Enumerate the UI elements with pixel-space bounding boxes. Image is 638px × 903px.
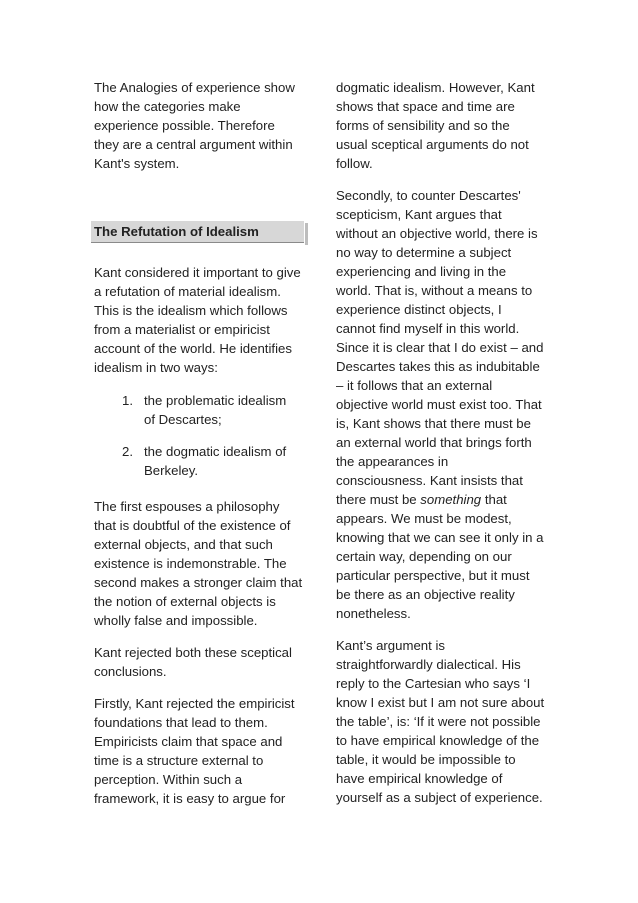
text-line: how the categories make — [94, 99, 241, 114]
text-line: yourself as a subject of experience. — [336, 790, 543, 805]
text-line: account of the world. He identifies — [94, 341, 292, 356]
text-line: Kant rejected both these sceptical — [94, 645, 292, 660]
text-line: without an objective world, there is — [336, 226, 538, 241]
text-line: shows that space and time are — [336, 99, 515, 114]
text-line: the appearances in — [336, 454, 449, 469]
text-line: the notion of external objects is — [94, 594, 276, 609]
text-line: dogmatic idealism. However, Kant — [336, 80, 535, 95]
text-line: Since it is clear that I do exist – and — [336, 340, 544, 355]
text-line: the problematic idealism — [144, 393, 287, 408]
text-line: existence is indemonstrable. The — [94, 556, 287, 571]
text-segment: there must be — [336, 492, 421, 507]
list-item — [94, 442, 309, 480]
text-line: Kant’s argument is — [336, 638, 445, 653]
text-line: – it follows that an external — [336, 378, 493, 393]
text-line: The Analogies of experience show — [94, 80, 295, 95]
paragraph — [336, 636, 551, 807]
text-line: perception. Within such a — [94, 772, 243, 787]
text-line: the dogmatic idealism of — [144, 444, 287, 459]
text-line: table, it would be impossible to — [336, 752, 516, 767]
text-line: idealism in two ways: — [94, 360, 218, 375]
paragraph — [336, 186, 551, 623]
text-line: Berkeley. — [144, 463, 198, 478]
text-line: that is doubtful of the existence of — [94, 518, 291, 533]
intro-paragraph — [94, 78, 309, 173]
text-line: Kant's system. — [94, 156, 180, 171]
section-heading: The Refutation of Idealism — [91, 221, 304, 243]
list-number: 2. — [122, 444, 133, 459]
text-line: Empiricists claim that space and — [94, 734, 283, 749]
text-line: have empirical knowledge of — [336, 771, 503, 786]
text-line: experience distinct objects, I — [336, 302, 502, 317]
text-line: Secondly, to counter Descartes' — [336, 188, 521, 203]
paragraph — [94, 694, 309, 808]
text-line: experiencing and living in the — [336, 264, 507, 279]
text-segment: that — [481, 492, 507, 507]
text-line: certain way, depending on our — [336, 549, 512, 564]
emphasized-word: something — [420, 492, 482, 507]
text-line: straightforwardly dialectical. His — [336, 657, 521, 672]
text-line: consciousness. Kant insists that — [336, 473, 523, 488]
text-line: they are a central argument within — [94, 137, 293, 152]
text-line: from a materialist or empiricist — [94, 322, 270, 337]
text-line: time is a structure external to — [94, 753, 264, 768]
paragraph — [94, 497, 309, 630]
text-line: usual sceptical arguments do not — [336, 137, 529, 152]
text-line: an external world that brings forth — [336, 435, 532, 450]
text-line: objective world must exist too. That — [336, 397, 542, 412]
text-line: external objects, and that such — [94, 537, 273, 552]
text-line: Descartes takes this as indubitable — [336, 359, 540, 374]
list-number: 1. — [122, 393, 133, 408]
text-line: knowing that we can see it only in a — [336, 530, 544, 545]
text-line: experience possible. Therefore — [94, 118, 275, 133]
text-line-emphasis — [336, 490, 551, 509]
text-line: forms of sensibility and so the — [336, 118, 510, 133]
text-line: world. That is, without a means to — [336, 283, 533, 298]
paragraph — [336, 78, 551, 173]
text-line: follow. — [336, 156, 373, 171]
text-line: The first espouses a philosophy — [94, 499, 280, 514]
text-line: Kant considered it important to give — [94, 265, 301, 280]
text-line: to have empirical knowledge of the — [336, 733, 540, 748]
text-line: of Descartes; — [144, 412, 222, 427]
right-column — [336, 78, 551, 807]
text-line: wholly false and impossible. — [94, 613, 258, 628]
text-line: second makes a stronger claim that — [94, 575, 303, 590]
text-line: This is the idealism which follows — [94, 303, 288, 318]
text-line: appears. We must be modest, — [336, 511, 512, 526]
text-line: cannot find myself in this world. — [336, 321, 520, 336]
text-line: nonetheless. — [336, 606, 411, 621]
left-column — [94, 78, 309, 808]
text-line: scepticism, Kant argues that — [336, 207, 502, 222]
text-line: conclusions. — [94, 664, 167, 679]
text-line: no way to determine a subject — [336, 245, 512, 260]
text-line: a refutation of material idealism. — [94, 284, 281, 299]
text-line: reply to the Cartesian who says ‘I — [336, 676, 531, 691]
text-line: know I exist but I am not sure about — [336, 695, 545, 710]
text-line: particular perspective, but it must — [336, 568, 530, 583]
paragraph — [94, 643, 309, 681]
text-line: framework, it is easy to argue for — [94, 791, 286, 806]
text-line: the table’, is: ‘If it were not possible — [336, 714, 541, 729]
text-line: be there as an objective reality — [336, 587, 515, 602]
list-item — [94, 391, 309, 429]
text-line: foundations that lead to them. — [94, 715, 268, 730]
text-line: is, Kant shows that there must be — [336, 416, 531, 431]
text-line: Firstly, Kant rejected the empiricist — [94, 696, 295, 711]
paragraph — [94, 263, 309, 377]
